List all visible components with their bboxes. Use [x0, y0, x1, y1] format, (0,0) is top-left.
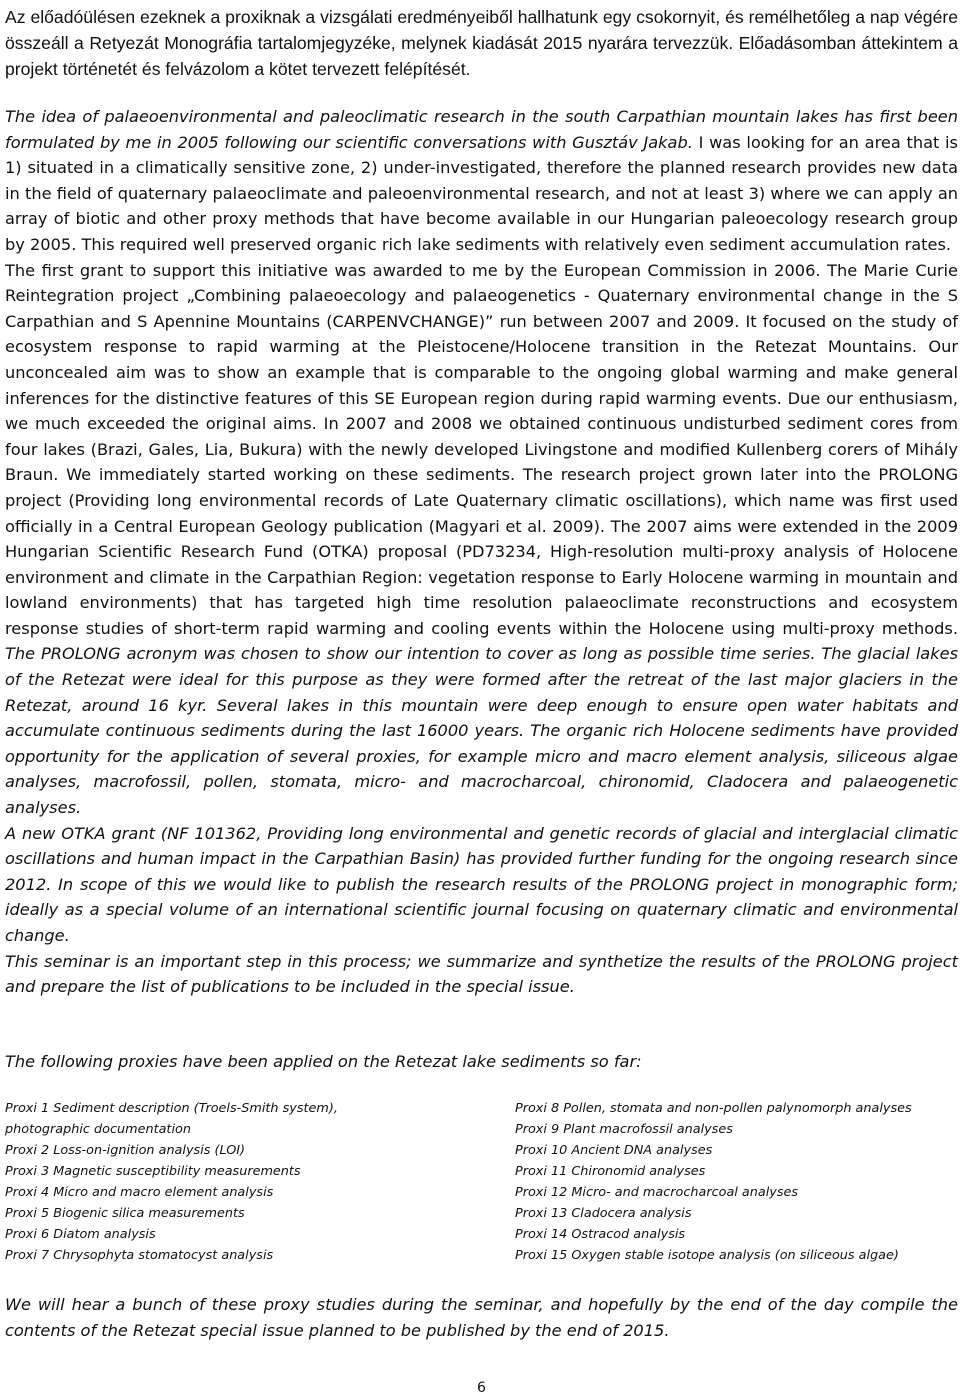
proxy-item: Proxi 1 Sediment description (Troels-Smith system), [5, 1101, 338, 1116]
english-paragraph-3: A new OTKA grant (NF 101362, Providing long environmental and genetic records of glacial and interglacial climatic oscillations and human impact in the Carpathian Basin) has provided further funding for the ongoing research since 2012. In scope of this we would like to publish the research results of the PROLONG project in monographic form; ideally as a special volume of an international scientific journal focusing on quaternary climatic and environmental change. [5, 823, 958, 945]
paragraph-2-italic-text: The PROLONG acronym was chosen to show our intention to cover as long as possible time series. The glacial lakes of the Retezat were ideal for this purpose as they were formed after the retreat of the last major glaciers in the Retezat, around 16 kyr. Several lakes in this mountain were deep enough to ensure open water habitats and accumulate continuous sediments during the last 16000 years. The organic rich Holocene sediments have provided opportunity for the application of several proxies, for example micro and macro element analysis, siliceous algae analyses, macrofossil, pollen, stomata, micro- and macrocharcoal, chironomid, Cladocera and palaeogenetic analyses. [5, 644, 958, 818]
proxy-list-left [5, 1098, 445, 1266]
proxy-item: Proxi 7 Chrysophyta stomatocyst analysis [5, 1248, 274, 1263]
proxy-item: Proxi 15 Oxygen stable isotope analysis (on siliceous algae) [515, 1248, 899, 1263]
paragraph-1-italic-text: The idea of palaeoenvironmental and paleoclimatic research in the south Carpathian mountain lakes has first been formulated by me in 2005 following our scientific conversations with Gusztáv Jakab. [5, 107, 958, 152]
english-paragraph-1 [5, 104, 958, 258]
proxy-item: Proxi 9 Plant macrofossil analyses [515, 1122, 733, 1137]
proxies-intro: The following proxies have been applied on the Retezat lake sediments so far: [5, 1052, 642, 1071]
proxy-item: Proxi 8 Pollen, stomata and non-pollen palynomorph analyses [515, 1101, 912, 1116]
hungarian-intro-paragraph: Az előadóülésen ezeknek a proxiknak a vizsgálati eredményeiből hallhatunk egy csokornyit, és remélhetőleg a nap végére összeáll a Retyezát Monográfia tartalomjegyzéke, melynek kiadását 2015 nyarára tervezzük. Előadásomban áttekintem a projekt történetét és felvázolom a kötet tervezett felépítését. [5, 7, 958, 79]
english-paragraph-4: This seminar is an important step in this process; we summarize and synthetize the results of the PROLONG project and prepare the list of publications to be included in the special issue. [5, 951, 958, 997]
document-page [5, 0, 958, 1399]
proxy-item: Proxi 5 Biogenic silica measurements [5, 1206, 245, 1221]
proxy-item: Proxi 3 Magnetic susceptibility measurements [5, 1164, 301, 1179]
proxy-item: Proxi 14 Ostracod analysis [515, 1227, 686, 1242]
proxy-item: Proxi 2 Loss-on-ignition analysis (LOI) [5, 1143, 246, 1158]
proxy-list-right [515, 1098, 955, 1266]
english-body [5, 104, 958, 1000]
paragraph-2-regular-text: The first grant to support this initiative was awarded to me by the European Commission in 2006. The Marie Curie Reintegration project „Combining palaeoecology and palaeogenetics - Quaternary environmental change in the S Carpathian and S Apennine Mountains (CARPENVCHANGE)” run between 2007 and 2009. It focused on the study of ecosystem response to rapid warming at the Pleistocene/Holocene transition in the Retezat Mountains. Our unconcealed aim was to show an example that is comparable to the ongoing global warming and make general inferences for the distinctive features of this SE European region during rapid warming events. Due our enthusiasm, we much exceeded the original aims. In 2007 and 2008 we obtained continuous undisturbed sediment cores from four lakes (Brazi, Gales, Lia, Bukura) with the newly developed Livingstone and modified Kullenberg corers of Mihály Braun. We immediately started working on these sediments. The research project grown later into the PROLONG project (Providing long environmental records of Late Quaternary climatic oscillations), which name was first used officially in a Central European Geology publication (Magyari et al. 2009). The 2007 aims were extended in the 2009 Hungarian Scientific Research Fund (OTKA) proposal (PD73234, High-resolution multi-proxy analysis of Holocene environment and climate in the Carpathian Region: vegetation response to Early Holocene warming in mountain and lowland environments) that has targeted high time resolution palaeoclimate reconstructions and ecosystem response studies of short-term rapid warming and cooling events within the Holocene using multi-proxy methods. [5, 260, 958, 638]
proxy-item: photographic documentation [5, 1122, 191, 1137]
paragraph-1-regular-text: I was looking for an area that is 1) situated in a climatically sensitive zone, 2) under-investigated, therefore the planned research provides new data in the field of quaternary palaeoclimate and paleoenvironmental research, and not at least 3) where we can apply an array of biotic and other proxy methods that have become available in our Hungarian paleoecology research group by 2005. This required well preserved organic rich lake sediments with relatively even sediment accumulation rates. [5, 132, 958, 254]
proxy-item: Proxi 6 Diatom analysis [5, 1227, 156, 1242]
proxy-item: Proxi 4 Micro and macro element analysis [5, 1185, 274, 1200]
proxy-item: Proxi 10 Ancient DNA analyses [515, 1143, 713, 1158]
closing-paragraph: We will hear a bunch of these proxy studies during the seminar, and hopefully by the end of the day compile the contents of the Retezat special issue planned to be published by the end of 2015. [5, 1295, 958, 1340]
page-number: 6 [477, 1380, 486, 1396]
proxy-item: Proxi 11 Chironomid analyses [515, 1164, 706, 1179]
english-paragraph-2 [5, 258, 958, 821]
proxy-item: Proxi 12 Micro- and macrocharcoal analyses [515, 1185, 799, 1200]
proxy-item: Proxi 13 Cladocera analysis [515, 1206, 692, 1221]
